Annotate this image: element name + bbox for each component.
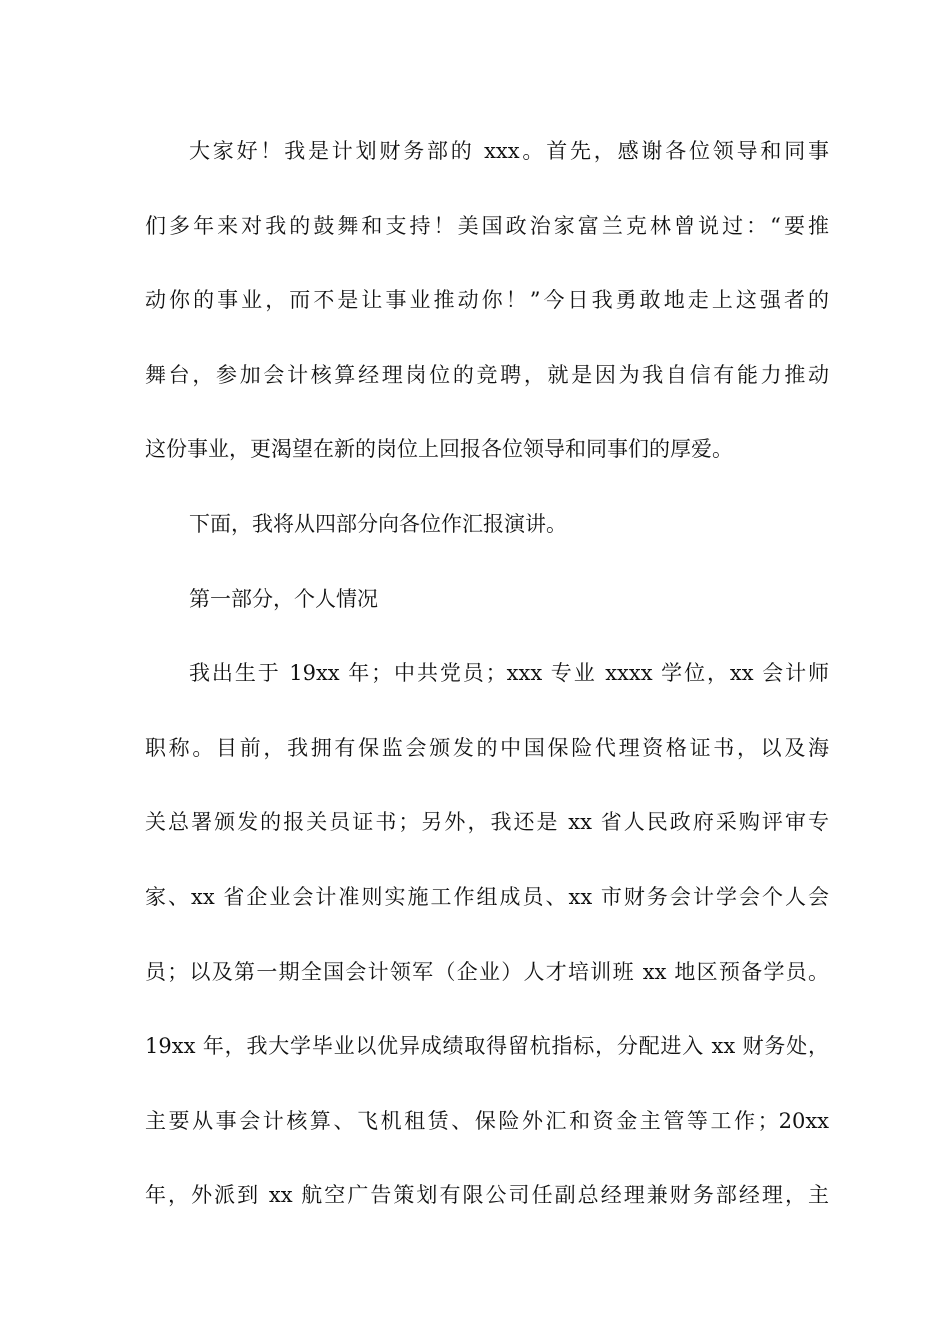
text-line: 下面，我将从四部分向各位作汇报演讲。	[189, 511, 567, 536]
text-line: 大家好！我是计划财务部的 xxx。首先，感谢各位领导和同事	[189, 139, 829, 163]
text-line: 舞台，参加会计核算经理岗位的竞聘，就是因为我自信有能力推动	[145, 362, 829, 387]
text-line: 关总署颁发的报关员证书；另外，我还是 xx 省人民政府采购评审专	[145, 810, 829, 835]
text-line: 员；以及第一期全国会计领军（企业）人才培训班 xx 地区预备学员。	[145, 959, 829, 984]
paragraph-intro	[145, 128, 829, 501]
section-heading	[145, 576, 829, 651]
paragraph-outline	[145, 501, 829, 576]
text-line: 这份事业，更渴望在新的岗位上回报各位领导和同事们的厚爱。	[145, 437, 733, 462]
text-line: 家、xx 省企业会计准则实施工作组成员、xx 市财务会计学会个人会	[145, 884, 829, 909]
text-line: 职称。目前，我拥有保监会颁发的中国保险代理资格证书，以及海	[145, 735, 829, 760]
text-line: 我出生于 19xx 年；中共党员；xxx 专业 xxxx 学位，xx 会计师	[189, 661, 829, 686]
text-line: 年，外派到 xx 航空广告策划有限公司任副总经理兼财务部经理，主	[145, 1183, 829, 1208]
document-body	[145, 128, 829, 1247]
text-line: 们多年来对我的鼓舞和支持！美国政治家富兰克林曾说过：“要推	[145, 213, 829, 238]
text-line: 动你的事业，而不是让事业推动你！”今日我勇敢地走上这强者的	[145, 288, 829, 313]
text-line: 主要从事会计核算、飞机租赁、保险外汇和资金主管等工作；20xx	[145, 1108, 829, 1133]
text-line: 19xx 年，我大学毕业以优异成绩取得留杭指标，分配进入 xx 财务处，	[145, 1034, 829, 1059]
text-line: 第一部分，个人情况	[189, 586, 378, 611]
paragraph-personal	[145, 650, 829, 1247]
